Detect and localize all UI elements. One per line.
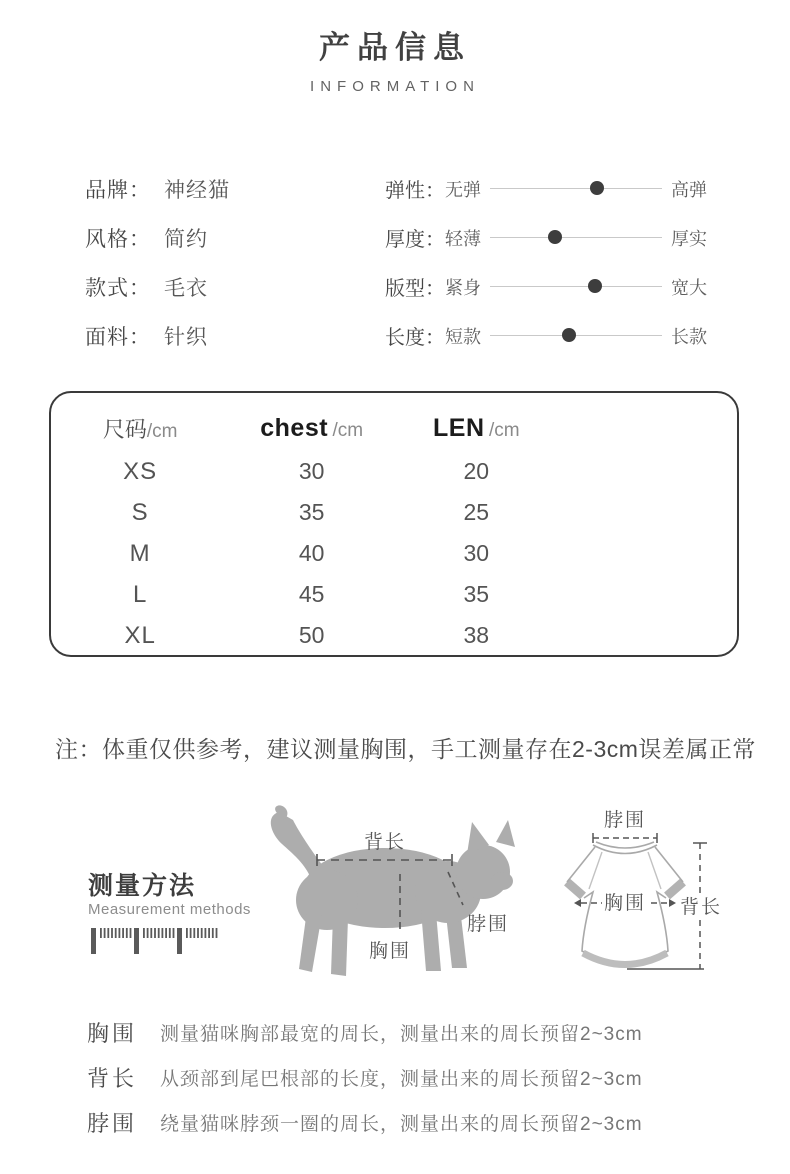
cat-measure-diagram — [255, 800, 550, 995]
slider-dot — [590, 181, 604, 195]
slider-label: 版型： — [385, 278, 445, 300]
glossary-row-back — [87, 1062, 643, 1093]
attribute-row-type — [85, 262, 230, 311]
sweater-back-length-label: 背长 — [679, 897, 723, 918]
column-header-len: LEN /cm — [433, 414, 520, 442]
measurement-note: 注：体重仅供参考，建议测量胸围，手工测量存在2-3cm误差属正常 — [55, 736, 756, 762]
glossary — [87, 1017, 643, 1152]
glossary-term: 背长 — [87, 1066, 138, 1091]
cell-chest: 40 — [298, 540, 325, 566]
attribute-label: 品牌： — [85, 178, 151, 202]
slider-dot — [548, 230, 562, 244]
cell-size: S — [131, 498, 149, 526]
cell-size: M — [129, 539, 151, 567]
cell-len: 38 — [463, 622, 490, 648]
slider-dot — [562, 328, 576, 342]
attribute-row-style — [85, 213, 230, 262]
table-row — [51, 492, 737, 533]
attribute-value: 针织 — [164, 325, 208, 349]
cell-chest: 45 — [298, 581, 325, 607]
slider-track — [490, 335, 662, 336]
slider-label: 厚度： — [385, 229, 445, 251]
slider-label: 长度： — [385, 327, 445, 349]
slider-track — [490, 237, 662, 238]
column-header-chest: chest /cm — [260, 414, 364, 442]
page-title: 产品信息 — [319, 30, 471, 65]
table-row — [51, 574, 737, 615]
cell-size: XL — [124, 621, 156, 649]
slider-label: 弹性： — [385, 180, 445, 202]
cell-chest: 35 — [298, 499, 325, 525]
table-row — [51, 615, 737, 656]
table-row — [51, 533, 737, 574]
slider-row-length — [385, 311, 707, 360]
glossary-term: 胸围 — [87, 1021, 138, 1046]
attribute-value: 毛衣 — [164, 276, 208, 300]
cell-chest: 50 — [298, 622, 325, 648]
size-table — [49, 391, 739, 657]
slider-track — [490, 286, 662, 287]
cell-len: 35 — [463, 581, 490, 607]
slider-track — [490, 188, 662, 189]
sweater-measure-diagram — [548, 792, 766, 1000]
ruler-icon — [91, 928, 221, 955]
glossary-row-neck — [87, 1107, 643, 1138]
slider-row-thickness — [385, 213, 707, 262]
slider-min-label: 轻薄 — [445, 228, 481, 249]
glossary-description: 从颈部到尾巴根部的长度，测量出来的周长预留2~3cm — [160, 1069, 643, 1090]
table-row — [51, 451, 737, 492]
slider-max-label: 宽大 — [671, 277, 707, 298]
glossary-description: 测量猫咪胸部最宽的周长，测量出来的周长预留2~3cm — [160, 1024, 643, 1045]
slider-min-label: 短款 — [445, 326, 481, 347]
attribute-value: 简约 — [164, 227, 208, 251]
cell-len: 25 — [463, 499, 490, 525]
slider-dot — [588, 279, 602, 293]
header — [0, 22, 790, 95]
glossary-term: 脖围 — [87, 1111, 138, 1136]
slider-row-fit — [385, 262, 707, 311]
cell-size: L — [133, 580, 148, 608]
attribute-label: 风格： — [85, 227, 151, 251]
property-sliders — [385, 164, 707, 360]
sweater-chest-label: 胸围 — [603, 893, 647, 914]
cat-back-length-label: 背长 — [363, 832, 407, 853]
cat-neck-label: 脖围 — [466, 914, 510, 935]
cell-len: 20 — [463, 458, 490, 484]
size-table-header — [51, 406, 737, 451]
attribute-row-brand — [85, 164, 230, 213]
measure-section-subtitle: Measurement methods — [88, 901, 251, 918]
slider-min-label: 紧身 — [445, 277, 481, 298]
glossary-description: 绕量猫咪脖颈一圈的周长，测量出来的周长预留2~3cm — [160, 1114, 643, 1135]
attribute-row-fabric — [85, 311, 230, 360]
glossary-row-chest — [87, 1017, 643, 1048]
slider-max-label: 高弹 — [671, 179, 707, 200]
attribute-value: 神经猫 — [164, 178, 230, 202]
attribute-list — [85, 164, 230, 360]
cell-len: 30 — [463, 540, 490, 566]
slider-min-label: 无弹 — [445, 179, 481, 200]
cell-chest: 30 — [298, 458, 325, 484]
sweater-neck-label: 脖围 — [603, 810, 647, 831]
slider-row-elasticity — [385, 164, 707, 213]
measure-section-title: 测量方法 — [88, 872, 197, 900]
attribute-label: 款式： — [85, 276, 151, 300]
cat-chest-label: 胸围 — [368, 941, 412, 962]
column-header-size: 尺码/cm — [102, 417, 178, 442]
slider-max-label: 长款 — [671, 326, 707, 347]
page-subtitle: INFORMATION — [310, 78, 480, 95]
cell-size: XS — [123, 457, 158, 485]
slider-max-label: 厚实 — [671, 228, 707, 249]
attribute-label: 面料： — [85, 325, 151, 349]
